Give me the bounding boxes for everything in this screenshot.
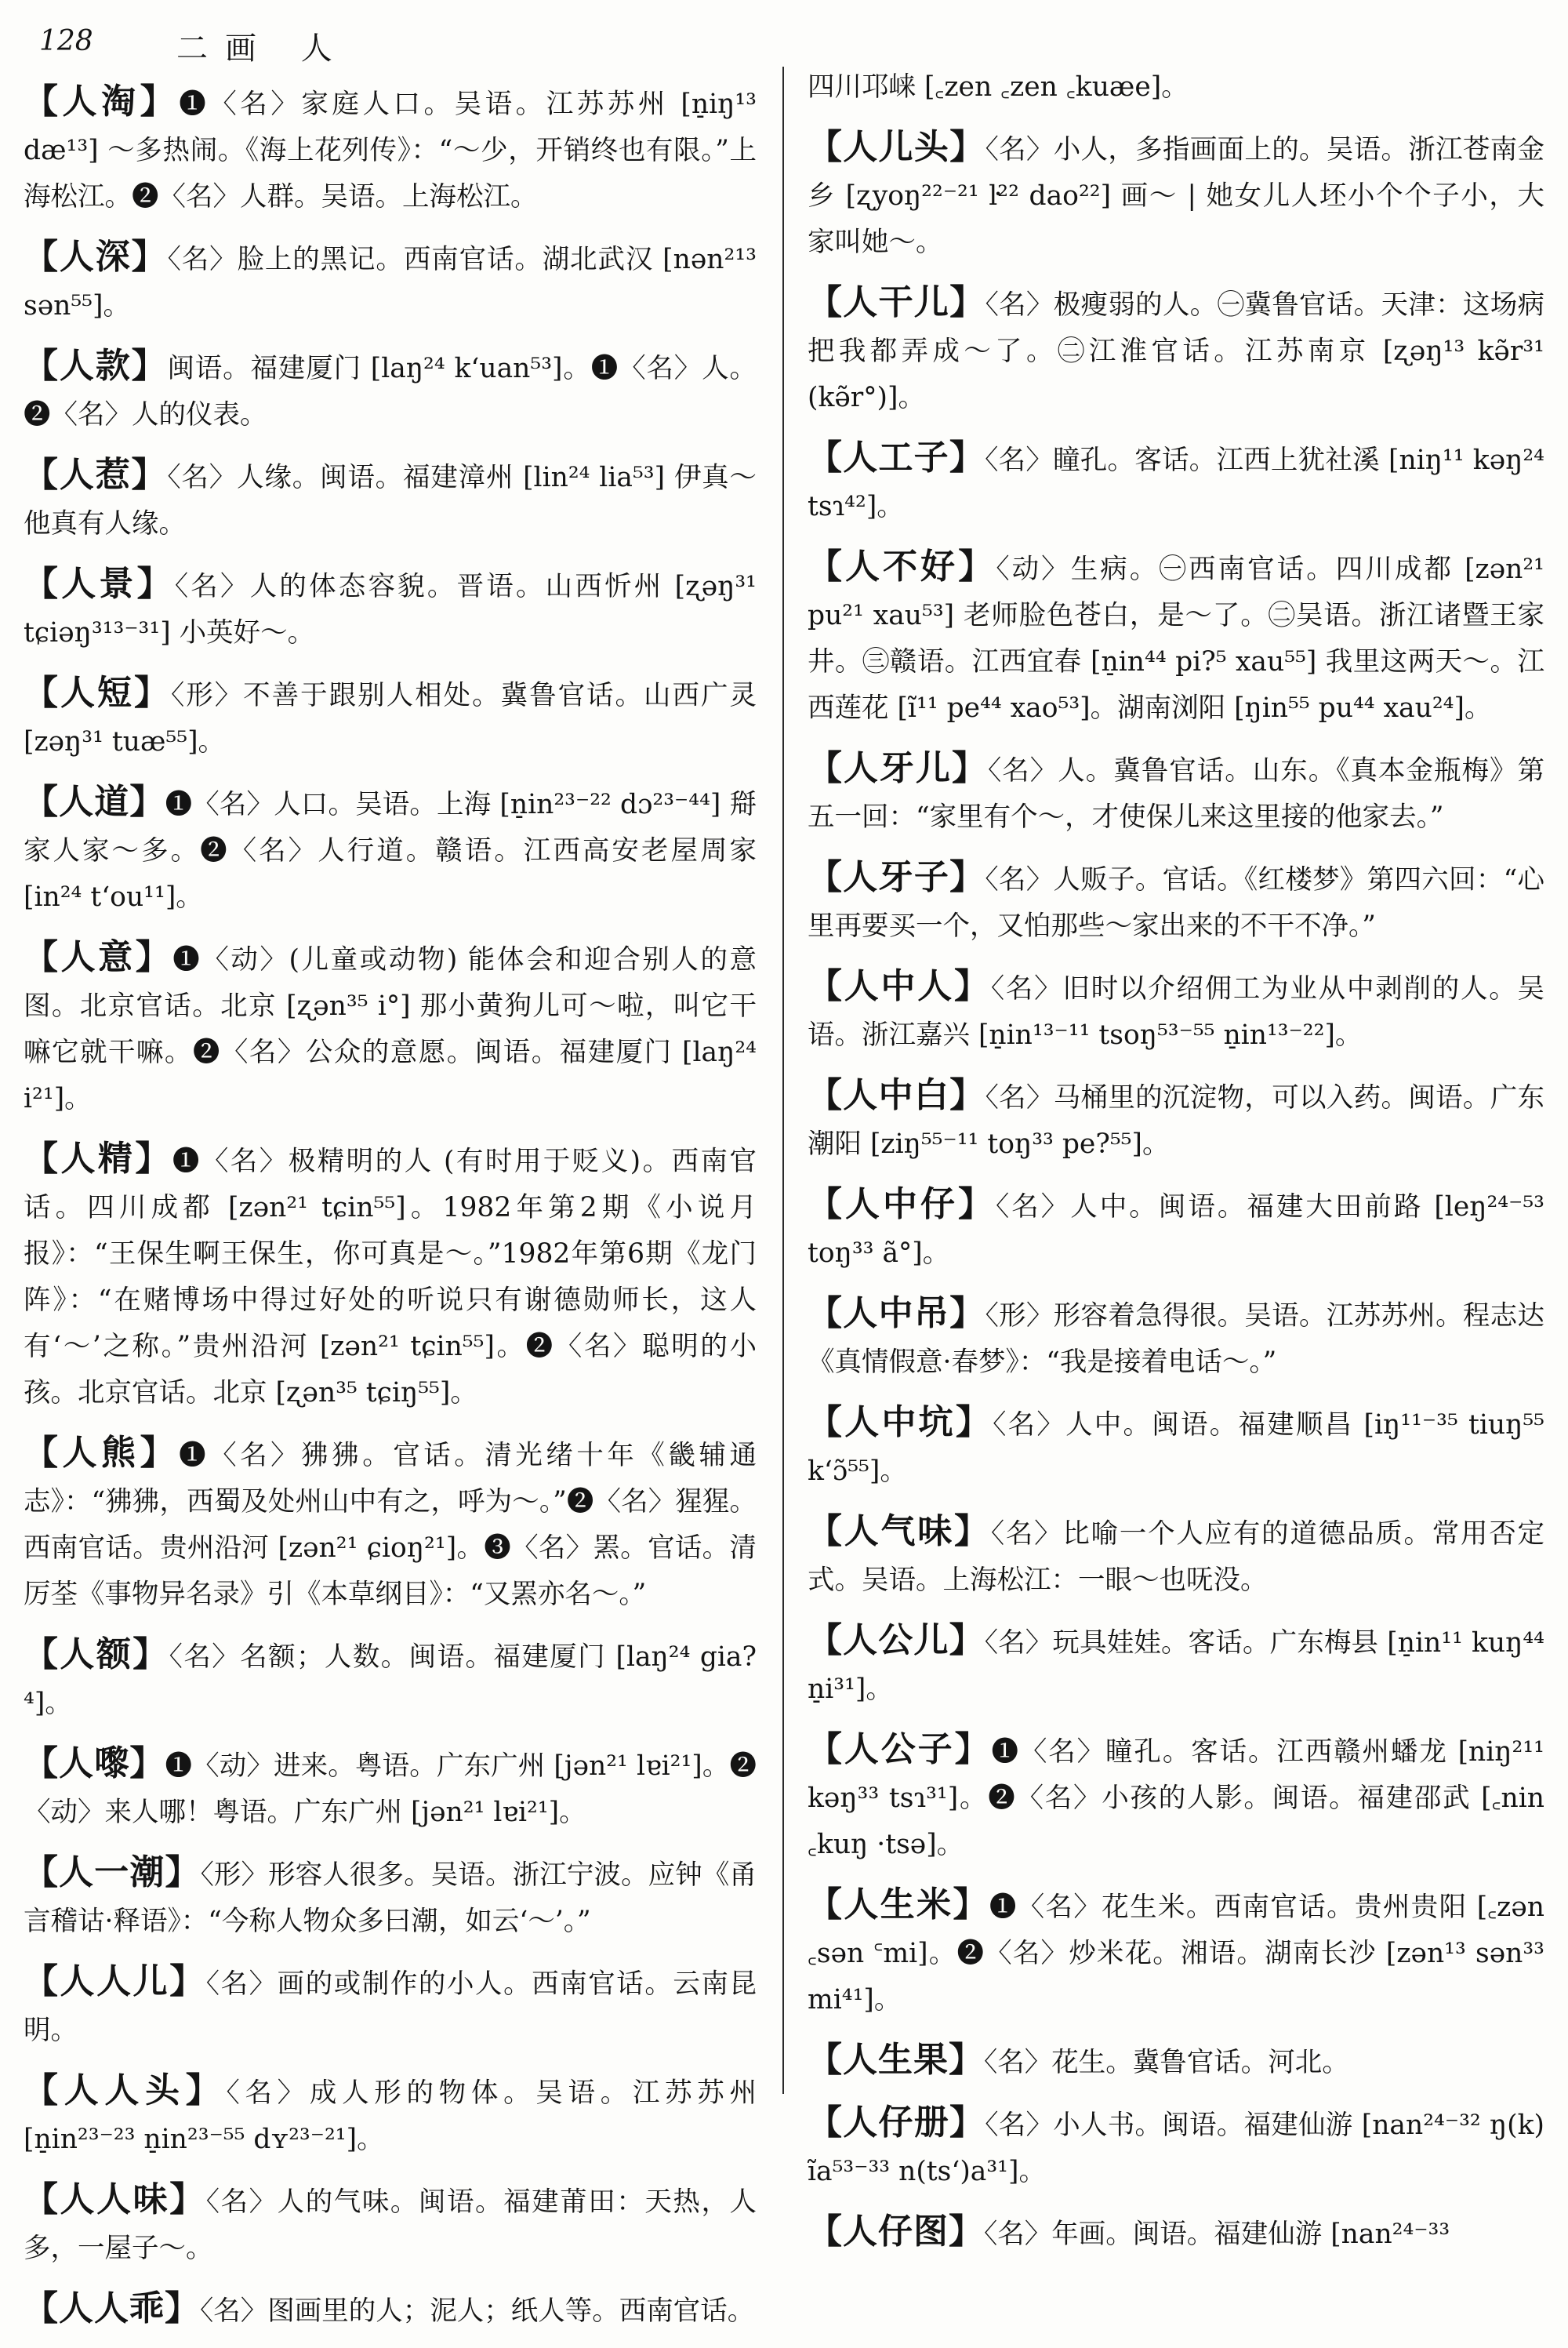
entry-definition: 〈名〉玩具娃娃。客话。广东梅县 [n̠in¹¹ kuŋ⁴⁴ n̠i³¹]。	[808, 1627, 1545, 1705]
entry-headword: 【人人儿】	[24, 1961, 206, 2001]
dictionary-entry	[808, 64, 1544, 111]
section-title: 二画 人	[176, 31, 350, 67]
dictionary-entry	[808, 1399, 1544, 1495]
dictionary-entry	[808, 2208, 1544, 2258]
entry-definition: 〈名〉小人，多指画面上的。吴语。浙江苍南金乡 [ʐyoŋ²²⁻²¹ ŀ²² dao²²] 画～ | 她女儿人坯小个个子小，大家叫她～。	[808, 134, 1545, 258]
entry-headword: 【人中白】	[808, 1075, 985, 1115]
dictionary-entry	[24, 1740, 757, 1836]
entry-headword: 【人额】	[24, 1634, 169, 1674]
entry-headword: 【人嚟】	[24, 1743, 165, 1783]
entry-headword: 【人仔图】	[808, 2212, 984, 2252]
entry-definition: 〈名〉成人形的物体。吴语。江苏苏州 [n̠in²³⁻²³ n̠in²³⁻⁵⁵ dʏ²³⁻²¹]。	[24, 2077, 757, 2155]
entry-definition: ❶〈动〉进来。粤语。广东广州 [jən²¹ lɐi²¹]。❷〈动〉来人哪！粤语。广东广州 [jən²¹ lɐi²¹]。	[24, 1750, 757, 1828]
entry-definition: 〈名〉人缘。闽语。福建漳州 [lin²⁴ lia⁵³] 伊真～他真有人缘。	[24, 462, 757, 540]
left-column	[24, 78, 757, 2348]
dictionary-entry	[24, 1136, 757, 1416]
entry-headword: 【人儿头】	[808, 127, 985, 167]
entry-definition: 〈名〉人中。闽语。福建顺昌 [iŋ¹¹⁻³⁵ tiuŋ⁵⁵ k‘ɔ̃⁵⁵]。	[808, 1409, 1544, 1487]
dictionary-entry	[808, 2037, 1544, 2086]
entry-headword: 【人生果】	[808, 2040, 984, 2080]
entry-headword: 【人景】	[24, 564, 175, 604]
entry-definition: 〈名〉小人书。闽语。福建仙游 [nan²⁴⁻³² ŋ(k) ĩa⁵³⁻³³ n(ts‘)a³¹]。	[808, 2110, 1545, 2187]
entry-definition: 〈形〉形容着急得很。吴语。江苏苏州。程志达《真情假意·春梦》：“我是接着电话～。”	[808, 1300, 1545, 1378]
entry-definition: 〈名〉年画。闽语。福建仙游 [nan²⁴⁻³³	[984, 2219, 1450, 2250]
entry-headword: 【人精】	[24, 1139, 172, 1179]
entry-headword: 【人工子】	[808, 438, 985, 478]
entry-headword: 【人公子】	[808, 1729, 992, 1769]
entry-definition: 〈名〉人贩子。官话。《红楼梦》第四六回：“心里再要买一个，又怕那些～家出来的不干不净。”	[808, 864, 1545, 942]
entry-headword: 【人意】	[24, 937, 173, 977]
entry-headword: 【人熊】	[24, 1433, 180, 1473]
dictionary-entry	[24, 1849, 757, 1945]
entry-headword: 【人短】	[24, 673, 171, 713]
dictionary-entry	[808, 279, 1544, 421]
dictionary-entry	[808, 1072, 1544, 1168]
right-column	[808, 64, 1544, 2271]
dictionary-entry	[24, 78, 757, 220]
dictionary-entry	[24, 779, 757, 921]
entry-headword: 【人深】	[24, 237, 168, 277]
dictionary-entry	[24, 1631, 757, 1727]
entry-headword: 【人不好】	[808, 547, 996, 587]
entry-definition: 闽语。福建厦门 [laŋ²⁴ k‘uan⁵³]。❶〈名〉人。❷〈名〉人的仪表。	[24, 353, 757, 431]
dictionary-entry	[24, 343, 757, 438]
dictionary-entry	[808, 124, 1544, 266]
entry-definition: 〈形〉形容人很多。吴语。浙江宁波。应钟《甬言稽诂·释语》：“今称人物众多曰潮，如云‘～’。”	[24, 1859, 757, 1937]
entry-headword: 【人人头】	[24, 2070, 227, 2110]
entry-definition: 〈名〉人的气味。闽语。福建莆田：天热，人多，一屋子～。	[24, 2186, 757, 2264]
dictionary-entry	[808, 1508, 1544, 1604]
entry-definition: 〈名〉瞳孔。客话。江西上犹社溪 [niŋ¹¹ kəŋ²⁴ tsɿ⁴²]。	[808, 445, 1544, 522]
entry-definition: 〈名〉人中。闽语。福建大田前路 [leŋ²⁴⁻⁵³ toŋ³³ ã°]。	[808, 1191, 1544, 1269]
entry-definition: ❶〈名〉家庭人口。吴语。江苏苏州 [n̠iŋ¹³ dæ¹³] ～多热闹。《海上花列传》：“～少，开销终也有限。”上海松江。❷〈名〉人群。吴语。上海松江。	[24, 89, 757, 213]
dictionary-entry	[24, 934, 757, 1122]
entry-headword: 【人牙儿】	[808, 748, 988, 788]
dictionary-entry	[24, 452, 757, 547]
dictionary-entry	[24, 1958, 757, 2054]
entry-headword: 【人淘】	[24, 82, 180, 122]
entry-headword: 【人干儿】	[808, 282, 985, 322]
dictionary-entry	[24, 234, 757, 329]
entry-definition: ❶〈名〉花生米。西南官话。贵州贵阳 [꜀zən ꜀sən ꜂mi]。❷〈名〉炒米花。湘语。湖南长沙 [zən¹³ sən³³ mi⁴¹]。	[808, 1892, 1544, 2015]
entry-headword: 【人款】	[24, 346, 168, 386]
entry-headword: 【人一潮】	[24, 1852, 201, 1892]
dictionary-entry	[24, 1430, 757, 1618]
entry-headword: 【人中仔】	[808, 1184, 996, 1224]
entry-definition: ❶〈名〉瞳孔。客话。江西赣州蟠龙 [niŋ²¹¹ kəŋ³³ tsɿ³¹]。❷〈名〉小孩的人影。闽语。福建邵武 [꜀nin ꜀kuŋ ·tsə]。	[808, 1736, 1545, 1860]
entry-headword: 【人仔册】	[808, 2103, 985, 2143]
dictionary-entry	[808, 1617, 1544, 1713]
dictionary-entry	[24, 561, 757, 656]
entry-headword: 【人公儿】	[808, 1620, 985, 1660]
entry-definition: 〈名〉人。冀鲁官话。山东。《真本金瓶梅》第五一回：“家里有个～，才使保儿来这里接的他家去。”	[808, 755, 1544, 833]
dictionary-entry	[24, 2067, 757, 2163]
dictionary-entry	[808, 1290, 1544, 1386]
dictionary-entry	[808, 2099, 1544, 2195]
entry-headword: 【人生米】	[808, 1885, 989, 1925]
entry-definition: 〈名〉人的体态容貌。晋语。山西忻州 [ʐəŋ³¹ tɕiəŋ³¹³⁻³¹] 小英好～。	[24, 571, 757, 649]
entry-definition: 〈名〉花生。冀鲁官话。河北。	[984, 2047, 1349, 2078]
entry-definition: 〈动〉生病。㊀西南官话。四川成都 [zən²¹ pu²¹ xau⁵³] 老师脸色苍白，是～了。㊁吴语。浙江诸暨王家井。㊂赣语。江西宜春 [n̠in⁴⁴ pi?⁵ xau⁵⁵] 我里这两天～。江西莲花 [ĩ¹¹ pe⁴⁴ xao⁵³]。湖南浏阳 [ŋin⁵⁵ pu⁴⁴ xau²⁴]。	[808, 554, 1544, 724]
entry-headword: 【人牙子】	[808, 857, 985, 897]
entry-headword: 【人道】	[24, 782, 165, 822]
entry-definition: 〈名〉马桶里的沉淀物，可以入药。闽语。广东潮阳 [ziŋ⁵⁵⁻¹¹ toŋ³³ pe?⁵⁵]。	[808, 1082, 1545, 1160]
entry-definition: ❶〈动〉(儿童或动物) 能体会和迎合别人的意图。北京官话。北京 [ʐən³⁵ i°] 那小黄狗儿可～啦，叫它干嘛它就干嘛。❷〈名〉公众的意愿。闽语。福建厦门 [laŋ²⁴ i²¹]。	[24, 944, 757, 1114]
column-divider	[782, 67, 784, 2094]
entry-headword: 【人中人】	[808, 966, 991, 1006]
entry-definition: 〈名〉比喻一个人应有的道德品质。常用否定式。吴语。上海松江：一眼～也呒没。	[808, 1518, 1545, 1596]
dictionary-entry	[24, 2285, 757, 2335]
entry-headword: 【人人乖】	[24, 2288, 200, 2328]
dictionary-entry	[808, 854, 1544, 950]
dictionary-entry	[808, 745, 1544, 841]
entry-definition: ❶〈名〉极精明的人 (有时用于贬义)。西南官话。四川成都 [zən²¹ tɕin⁵⁵]。1982年第2期《小说月报》：“王保生啊王保生，你可真是～。”1982年第6期《龙门阵》：“在赌博场中得过好处的听说只有谢德勋师长，这人有‘～’之称。”贵州沿河 [zən²¹ tɕin⁵⁵]。❷〈名〉聪明的小孩。北京官话。北京 [ʐən³⁵ tɕiŋ⁵⁵]。	[24, 1146, 757, 1408]
page-number: 128	[39, 25, 93, 57]
entry-definition: ❶〈名〉人口。吴语。上海 [n̠in²³⁻²² dɔ²³⁻⁴⁴] 搿家人家～多。❷〈名〉人行道。赣语。江西高安老屋周家 [in²⁴ t‘ou¹¹]。	[24, 789, 757, 913]
entry-definition: ❶〈名〉狒狒。官话。清光绪十年《畿辅通志》：“狒狒，西蜀及处州山中有之，呼为～。”❷〈名〉猩猩。西南官话。贵州沿河 [zən²¹ ɕioŋ²¹]。❸〈名〉罴。官话。清厉荃《事物异名录》引《本草纲目》：“又罴亦名～。”	[24, 1440, 757, 1610]
dictionary-entry	[808, 1881, 1544, 2023]
dictionary-entry	[808, 434, 1544, 530]
entry-definition: 四川邛崃 [꜀zen ꜀zen ꜀kuæe]。	[808, 71, 1189, 103]
entry-definition: 〈名〉脸上的黑记。西南官话。湖北武汉 [nən²¹³ sən⁵⁵]。	[24, 244, 757, 322]
entry-definition: 〈名〉极瘦弱的人。㊀冀鲁官话。天津：这场病把我都弄成～了。㊁江淮官话。江苏南京 [ʐəŋ¹³ kə̃r³¹ (kə̃r°)]。	[808, 289, 1545, 413]
entry-definition: 〈名〉名额；人数。闽语。福建厦门 [laŋ²⁴ gia?⁴]。	[24, 1641, 757, 1719]
entry-headword: 【人中吊】	[808, 1293, 985, 1333]
entry-headword: 【人人味】	[24, 2179, 206, 2219]
entry-definition: 〈名〉旧时以介绍佣工为业从中剥削的人。吴语。浙江嘉兴 [n̠in¹³⁻¹¹ tsoŋ⁵³⁻⁵⁵ n̠in¹³⁻²²]。	[808, 973, 1545, 1051]
entry-headword: 【人惹】	[24, 455, 168, 495]
dictionary-entry	[808, 1726, 1544, 1868]
dictionary-entry	[24, 2176, 757, 2272]
entry-headword: 【人中坑】	[808, 1402, 993, 1442]
dictionary-entry	[24, 670, 757, 765]
entry-definition: 〈形〉不善于跟别人相处。冀鲁官话。山西广灵 [zəŋ³¹ tuæ⁵⁵]。	[24, 680, 757, 758]
entry-headword: 【人气味】	[808, 1511, 991, 1551]
dictionary-entry	[808, 963, 1544, 1059]
entry-definition: 〈名〉画的或制作的小人。西南官话。云南昆明。	[24, 1968, 757, 2046]
dictionary-entry	[808, 1181, 1544, 1277]
entry-definition: 〈名〉图画里的人；泥人；纸人等。西南官话。	[200, 2295, 755, 2327]
dictionary-entry	[808, 543, 1544, 732]
